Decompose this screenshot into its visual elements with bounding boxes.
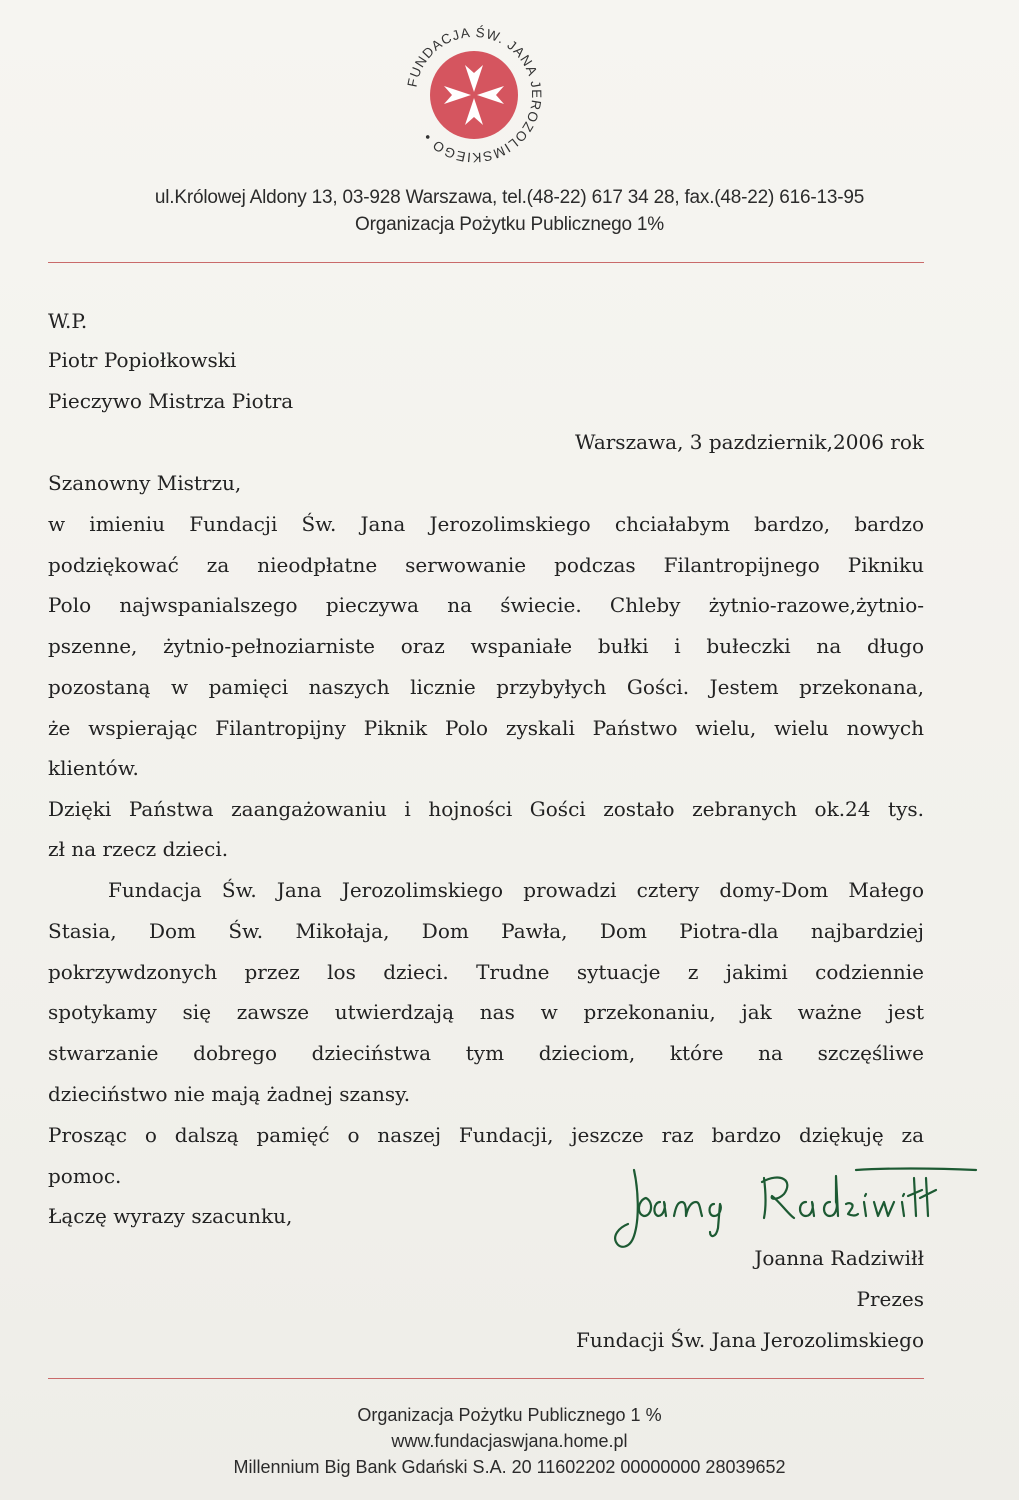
letter-date: Warszawa, 3 pazdziernik,2006 rok [575,430,924,454]
letterhead-opp: Organizacja Pożytku Publicznego 1% [355,214,664,235]
handwritten-signature [604,1158,984,1258]
body-line: pomoc. [48,1164,122,1188]
header-divider [48,262,924,263]
signer-organization: Fundacji Św. Jana Jerozolimskiego [575,1328,924,1352]
body-line: dzieciństwo nie mają żadnej szansy. [48,1082,411,1106]
recipient-salutation: W.P. [48,309,88,333]
footer-website: www.fundacjaswjana.home.pl [391,1431,628,1451]
footer-divider [48,1378,924,1379]
letter-closing: Łączę wyrazy szacunku, [48,1204,293,1228]
body-line: klientów. [48,756,139,780]
signer-title: Prezes [856,1287,924,1311]
body-line: zł na rzecz dzieci. [48,837,229,861]
letterhead-address: ul.Królowej Aldony 13, 03-928 Warszawa, tel.(48-22) 617 34 28, fax.(48-22) 616-13-95 [154,187,865,208]
foundation-seal-logo [401,22,547,168]
body-line: Dzięki Państwa zaangażowaniu i hojności Gości zostało zebranych ok.24 tys. [48,797,924,821]
footer-bank-account: Millennium Big Bank Gdański S.A. 20 11602202 00000000 28039652 [233,1457,786,1477]
body-line: podziękować za nieodpłatne serwowanie podczas Filantropijnego Pikniku [48,553,924,577]
body-line: Fundacja Św. Jana Jerozolimskiego prowadzi cztery domy-Dom Małego [108,878,924,902]
body-line: pozostaną w pamięci naszych licznie przybyłych Gości. Jestem przekonana, [48,675,924,699]
body-line: Prosząc o dalszą pamięć o naszej Fundacji, jeszcze raz bardzo dziękuję za [48,1123,924,1147]
body-line: Stasia, Dom Św. Mikołaja, Dom Pawła, Dom Piotra-dla najbardziej [48,919,924,943]
body-line: stwarzanie dobrego dzieciństwa tym dzieciom, które na szczęśliwe [48,1041,924,1065]
signer-name: Joanna Radziwiłł [754,1246,924,1270]
body-line: że wspierając Filantropijny Piknik Polo zyskali Państwo wielu, wielu nowych [48,716,924,740]
letter-greeting: Szanowny Mistrzu, [48,471,242,495]
body-line: spotykamy się zawsze utwierdzają nas w przekonaniu, jak ważne jest [48,1000,924,1024]
body-line: pszenne, żytnio-pełnoziarniste oraz wspaniałe bułki i bułeczki na długo [48,634,924,658]
body-line: w imieniu Fundacji Św. Jana Jerozolimskiego chciałabym bardzo, bardzo [48,512,924,536]
footer-opp: Organizacja Pożytku Publicznego 1 % [357,1405,662,1425]
recipient-company: Pieczywo Mistrza Piotra [48,389,294,413]
recipient-name: Piotr Popiołkowski [48,348,237,372]
body-line: Polo najwspanialszego pieczywa na świecie. Chleby żytnio-razowe,żytnio- [48,593,924,617]
svg-text:FUNDACJA ŚW. JANA JEROZOLIMSKI: FUNDACJA ŚW. JANA JEROZOLIMSKIEGO • [404,24,545,166]
body-line: pokrzywdzonych przez los dzieci. Trudne sytuacje z jakimi codziennie [48,960,924,984]
